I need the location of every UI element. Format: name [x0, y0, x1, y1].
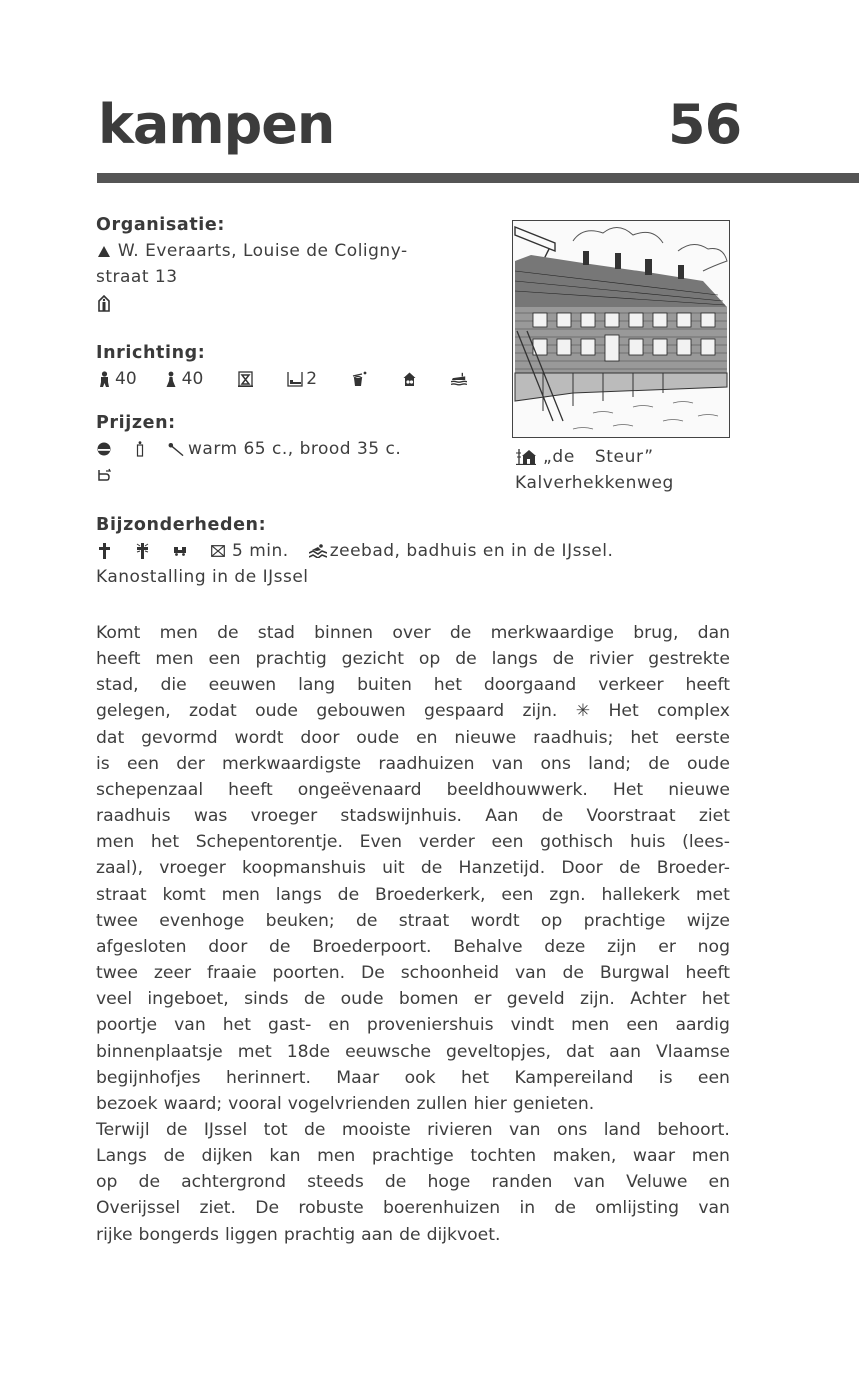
description-word: hoge: [427, 1172, 471, 1193]
description-word: IJssel: [203, 1119, 248, 1140]
illustration-caption: [515, 444, 674, 496]
description-word: mooiste: [341, 1119, 411, 1140]
description-word: van: [698, 1198, 730, 1219]
washroom-icon: [401, 370, 417, 388]
description-word: raadhuis: [96, 806, 171, 827]
description-word: binnen: [314, 623, 374, 643]
description-word: prachtige: [371, 1146, 454, 1167]
prijzen-heading: Prijzen:: [96, 413, 176, 433]
description-word: een: [697, 1067, 730, 1088]
description-word: twee: [96, 910, 138, 931]
inrichting-row: [96, 366, 486, 392]
description-word: nieuwe: [454, 727, 517, 748]
description-word: merkwaardigste: [222, 753, 362, 774]
organisatie-line-2: straat 13: [96, 267, 178, 287]
description-word: Overijssel: [96, 1198, 181, 1219]
description-word: begijnhofjes: [96, 1067, 201, 1088]
description-word: er: [473, 989, 492, 1010]
description-word: zaal),: [96, 858, 144, 879]
bijzonderheden-line-1: [96, 538, 736, 564]
description-word: Voorstraat: [586, 806, 676, 827]
description-word: op: [540, 910, 563, 931]
description-word: Broederpoort.: [312, 936, 432, 957]
description-word: de: [541, 806, 564, 827]
description-line: [96, 882, 730, 908]
bed-icon: [287, 370, 303, 388]
description-word: de: [337, 884, 360, 905]
description-word: kan: [269, 1146, 301, 1167]
description-word: (lees-: [682, 832, 730, 853]
description-word: is: [96, 753, 110, 774]
description-word: Aan: [485, 806, 519, 827]
description-word: langs: [491, 649, 538, 670]
description-word: het: [222, 1015, 251, 1036]
catholic-church-icon: [134, 542, 150, 560]
description-word: Langs: [96, 1146, 147, 1167]
description-word: is: [658, 1067, 673, 1088]
description-word: waard;: [163, 1093, 223, 1114]
organisatie-line-1: [96, 238, 486, 264]
description-word: Door: [561, 858, 603, 879]
description-word: oude: [356, 727, 400, 748]
description-word: men: [96, 832, 135, 853]
description-word: rivieren: [427, 1119, 493, 1140]
prijzen-line-1: [96, 436, 486, 462]
description-word: lang: [298, 675, 336, 696]
description-word: een: [126, 753, 160, 774]
bijzonderheden-line-2: Kanostalling in de IJssel: [96, 567, 309, 587]
description-line: [96, 1222, 730, 1248]
boy-figure-icon: [96, 370, 112, 388]
description-word: stad,: [96, 675, 139, 696]
description-word: de: [163, 1146, 185, 1167]
description-word: Kampereiland: [514, 1067, 634, 1088]
description-word: hallekerk: [601, 884, 680, 905]
bowl-icon: [96, 440, 112, 458]
description-word: dan: [697, 623, 730, 643]
description-word: randen: [491, 1172, 553, 1193]
description-word: bomen: [398, 989, 459, 1010]
description-line: [96, 672, 730, 698]
protestant-church-icon: [96, 542, 112, 560]
description-word: wijze: [686, 910, 730, 931]
description-word: genieten.: [512, 1093, 595, 1114]
triangle-marker-icon: [96, 242, 112, 260]
description-word: Even: [359, 832, 403, 853]
description-word: vroeger: [250, 806, 318, 827]
description-word: huis: [629, 832, 666, 853]
description-word: poortje: [96, 1015, 158, 1036]
description-word: complex: [657, 701, 730, 722]
description-word: Het: [612, 779, 644, 800]
description-word: maken,: [552, 1146, 617, 1167]
description-word: de: [554, 1198, 576, 1219]
description-word: steeds: [307, 1172, 364, 1193]
description-word: geveltopjes,: [446, 1041, 551, 1062]
description-word: gast-: [268, 1015, 312, 1036]
description-word: van: [573, 1172, 606, 1193]
hourglass-box-icon: [237, 370, 253, 388]
description-word: der: [176, 753, 205, 774]
inrichting-section: [96, 340, 486, 392]
description-word: nieuwe: [668, 779, 730, 800]
description-word: de: [455, 649, 477, 670]
description-word: eeuwsche: [345, 1041, 432, 1062]
description-word: van: [514, 963, 547, 984]
description-word: bezoek: [96, 1093, 158, 1114]
cooking-pot-icon: [351, 370, 367, 388]
description-word: rivier: [588, 649, 634, 670]
description-word: Behalve: [453, 936, 523, 957]
description-line: [96, 934, 730, 960]
page-number: 56: [668, 93, 742, 156]
description-line: [96, 1039, 730, 1065]
description-word: de: [384, 1172, 407, 1193]
description-word: twee: [96, 963, 138, 984]
bed-count: 2: [306, 369, 318, 389]
description-word: achtergrond: [181, 1172, 286, 1193]
description-line: [96, 829, 730, 855]
description-word: zullen: [416, 1093, 468, 1114]
description-word: raadhuis;: [533, 727, 614, 748]
description-word: door: [208, 936, 248, 957]
description-word: van: [491, 753, 524, 774]
description-word: in: [519, 1198, 536, 1219]
description-word: land: [603, 1119, 641, 1140]
description-line: [96, 646, 730, 672]
organisatie-line-3: [96, 290, 486, 316]
description-word: tochten: [470, 1146, 537, 1167]
description-word: men: [221, 884, 260, 905]
description-word: straat: [96, 884, 147, 905]
inrichting-heading: Inrichting:: [96, 343, 206, 363]
organisatie-address: W. Everaarts, Louise de Coligny-: [117, 241, 408, 261]
description-word: zodat: [189, 701, 237, 722]
girls-capacity: 40: [181, 369, 204, 389]
description-word: men: [317, 1146, 356, 1167]
description-word: gestrekte: [648, 649, 730, 670]
description-word: verder: [418, 832, 475, 853]
description-word: de: [303, 989, 326, 1010]
description-word: een: [208, 649, 241, 670]
description-word: gezicht: [341, 649, 405, 670]
description-line: [96, 1143, 730, 1169]
description-word: over: [392, 623, 431, 643]
hostel-building-icon: [96, 294, 112, 312]
description-word: gespaard: [424, 701, 505, 722]
description-word: een: [626, 1015, 659, 1036]
description-word: binnenplaatsje: [96, 1041, 223, 1062]
description-word: buiten: [357, 675, 412, 696]
description-word: er: [658, 936, 676, 957]
post-office-distance: 5 min.: [232, 541, 289, 561]
description-word: het: [433, 675, 462, 696]
description-word: de: [304, 1119, 326, 1140]
description-word: dat: [96, 727, 125, 748]
description-text: [96, 620, 730, 1248]
description-word: vroeger: [159, 858, 226, 879]
description-word: schepenzaal: [96, 779, 204, 800]
description-word: het: [460, 1067, 490, 1088]
description-word: beeldhouwwerk.: [446, 779, 588, 800]
description-word: prachtige: [583, 910, 666, 931]
description-word: de: [562, 963, 584, 984]
description-word: eerste: [675, 727, 730, 748]
description-word: gevormd: [141, 727, 218, 748]
description-word: robuste: [298, 1198, 364, 1219]
description-word: de: [648, 753, 670, 774]
description-word: wordt: [470, 910, 520, 931]
description-line: [96, 751, 730, 777]
description-word: land;: [588, 753, 632, 774]
description-word: tot: [263, 1119, 288, 1140]
description-word: die: [160, 675, 187, 696]
description-word: oude: [340, 989, 384, 1010]
hostel-street: Kalverhekkenweg: [515, 473, 674, 493]
description-word: Hanzetijd.: [458, 858, 546, 879]
description-word: brug,: [633, 623, 679, 643]
description-word: en: [416, 727, 438, 748]
description-word: Schepentorentje.: [195, 832, 343, 853]
description-word: het: [701, 989, 730, 1010]
description-word: Terwijl: [96, 1119, 150, 1140]
description-word: de: [552, 649, 575, 670]
hostel-illustration: [512, 220, 730, 438]
description-word: de: [165, 1119, 188, 1140]
description-word: wordt: [234, 727, 284, 748]
description-line: [96, 725, 730, 751]
description-word: doorgaand: [483, 675, 577, 696]
description-word: door: [300, 727, 340, 748]
description-word: vogelvrienden: [287, 1093, 411, 1114]
description-word: liggen: [224, 1224, 278, 1245]
description-word: fraaie: [206, 963, 257, 984]
description-word: de: [268, 936, 291, 957]
description-word: deze: [544, 936, 586, 957]
description-word: rijke: [96, 1224, 133, 1245]
description-word: gelegen,: [96, 701, 171, 722]
description-word: ons: [540, 753, 571, 774]
description-word: met: [695, 884, 730, 905]
description-word: men: [691, 1146, 730, 1167]
description-word: de: [217, 623, 239, 643]
description-word: Het: [608, 701, 639, 722]
description-line: [96, 960, 730, 986]
description-word: de: [138, 1172, 161, 1193]
description-word: men: [159, 623, 198, 643]
prijzen-line-2: [96, 462, 486, 488]
description-word: dijken: [201, 1146, 253, 1167]
description-word: stad: [257, 623, 295, 643]
description-word: hier: [473, 1093, 507, 1114]
page-title: kampen: [98, 93, 335, 156]
description-word: raadhuizen: [378, 753, 475, 774]
description-word: met: [237, 1041, 272, 1062]
description-word: Achter: [630, 989, 687, 1010]
description-word: ook: [404, 1067, 436, 1088]
description-line: [96, 1065, 730, 1091]
description-word: gothisch: [540, 832, 614, 853]
description-word: prachtig: [283, 1224, 356, 1245]
description-word: 18de: [286, 1041, 331, 1062]
description-word: de: [355, 910, 378, 931]
description-word: nog: [697, 936, 730, 957]
description-word: eeuwen: [208, 675, 277, 696]
description-word: aan: [361, 1224, 394, 1245]
meal-prices: warm 65 c., brood 35 c.: [188, 439, 402, 459]
description-word: stadswijnhuis.: [340, 806, 462, 827]
description-line: [96, 908, 730, 934]
description-word: boerenhuizen: [382, 1198, 501, 1219]
description-word: straat: [398, 910, 450, 931]
description-word: ziet: [698, 806, 730, 827]
description-word: De: [255, 1198, 280, 1219]
description-word: de: [420, 858, 443, 879]
description-word: en: [708, 1172, 730, 1193]
prijzen-section: [96, 410, 486, 488]
description-word: prachtig: [255, 649, 327, 670]
hostel-name-part-1: „de: [543, 447, 575, 467]
description-word: op: [418, 649, 441, 670]
description-line: [96, 803, 730, 829]
description-word: op: [96, 1172, 118, 1193]
description-word: komt: [162, 884, 206, 905]
description-line: [96, 620, 730, 646]
description-word: ingeboet,: [147, 989, 229, 1010]
swimming-icon: [309, 542, 327, 560]
candle-icon: [132, 440, 148, 458]
description-word: herinnert.: [225, 1067, 311, 1088]
description-word: aan: [609, 1041, 642, 1062]
description-word: heeft: [96, 649, 141, 670]
train-icon: [172, 542, 188, 560]
description-word: afgesloten: [96, 936, 187, 957]
description-word: heeft: [685, 963, 730, 984]
title-rule: [97, 173, 859, 183]
description-word: het: [150, 832, 180, 853]
description-word: van: [508, 1119, 541, 1140]
description-word: was: [193, 806, 228, 827]
description-word: evenhoge: [159, 910, 245, 931]
description-word: schoonheid: [400, 963, 500, 984]
description-word: de: [449, 623, 472, 643]
organisatie-heading: Organisatie:: [96, 215, 225, 235]
description-word: omlijsting: [595, 1198, 680, 1219]
spoon-icon: [168, 440, 184, 458]
description-word: De: [361, 963, 385, 984]
description-word: koopmanshuis: [242, 858, 366, 879]
organisatie-section: [96, 212, 486, 316]
description-word: ongeëvenaard: [297, 779, 422, 800]
post-office-icon: [210, 542, 226, 560]
description-word: de: [618, 858, 641, 879]
description-word: heeft: [685, 675, 730, 696]
description-line: [96, 855, 730, 881]
description-word: bongerds: [138, 1224, 219, 1245]
caption-line-1: [515, 444, 674, 470]
boat-icon: [451, 370, 467, 388]
description-word: van: [174, 1015, 206, 1036]
description-word: een: [491, 832, 524, 853]
description-word: zeer: [153, 963, 192, 984]
description-word: men: [155, 649, 194, 670]
hostel-drawing: [513, 221, 729, 437]
description-word: dat: [565, 1041, 595, 1062]
boys-capacity: 40: [115, 369, 137, 389]
description-line: [96, 1169, 730, 1195]
bijzonderheden-heading: Bijzonderheden:: [96, 515, 267, 535]
description-line: [96, 777, 730, 803]
description-word: verkeer: [598, 675, 664, 696]
description-word: zgn.: [549, 884, 586, 905]
description-line: [96, 698, 730, 724]
description-word: gebouwen: [316, 701, 406, 722]
description-word: ✳: [575, 701, 591, 722]
description-word: Maar: [336, 1067, 380, 1088]
description-word: ons: [556, 1119, 588, 1140]
bicycle-lock-icon: [96, 466, 112, 484]
description-line: [96, 1091, 730, 1117]
description-word: sinds: [244, 989, 289, 1010]
description-word: Broederkerk,: [375, 884, 486, 905]
description-word: de: [399, 1224, 421, 1245]
description-word: dijkvoet.: [426, 1224, 501, 1245]
description-word: ziet.: [199, 1198, 237, 1219]
description-word: proveniershuis: [366, 1015, 494, 1036]
description-word: aardig: [675, 1015, 730, 1036]
description-word: uit: [382, 858, 405, 879]
description-word: oude: [687, 753, 730, 774]
hostel-name-part-2: Steur”: [594, 447, 654, 467]
girl-figure-icon: [163, 370, 179, 388]
description-word: zijn.: [579, 989, 615, 1010]
description-word: Burgwal: [599, 963, 670, 984]
description-word: zijn: [607, 936, 637, 957]
description-line: [96, 986, 730, 1012]
description-word: Komt: [96, 623, 141, 643]
description-word: langs: [275, 884, 322, 905]
description-word: vooral: [228, 1093, 282, 1114]
description-word: en: [328, 1015, 350, 1036]
description-line: [96, 1012, 730, 1038]
description-word: men: [571, 1015, 610, 1036]
bijzonderheden-section: [96, 512, 736, 590]
description-line: [96, 1117, 730, 1143]
description-word: waar: [632, 1146, 676, 1167]
description-word: heeft: [228, 779, 273, 800]
description-word: merkwaardige: [490, 623, 614, 643]
hostel-house-icon: [515, 448, 537, 466]
swimming-locations: zeebad, badhuis en in de IJssel.: [329, 541, 614, 561]
description-word: vindt: [510, 1015, 555, 1036]
description-line: [96, 1195, 730, 1221]
description-word: Veluwe: [626, 1172, 688, 1193]
description-word: oude: [255, 701, 299, 722]
description-word: beuken;: [265, 910, 335, 931]
description-word: geveld: [506, 989, 565, 1010]
description-word: het: [630, 727, 659, 748]
description-word: poorten.: [272, 963, 346, 984]
description-word: zijn.: [522, 701, 558, 722]
description-word: Vlaamse: [656, 1041, 730, 1062]
description-word: Broeder-: [656, 858, 730, 879]
description-word: een: [501, 884, 534, 905]
description-word: veel: [96, 989, 133, 1010]
description-word: behoort.: [657, 1119, 730, 1140]
